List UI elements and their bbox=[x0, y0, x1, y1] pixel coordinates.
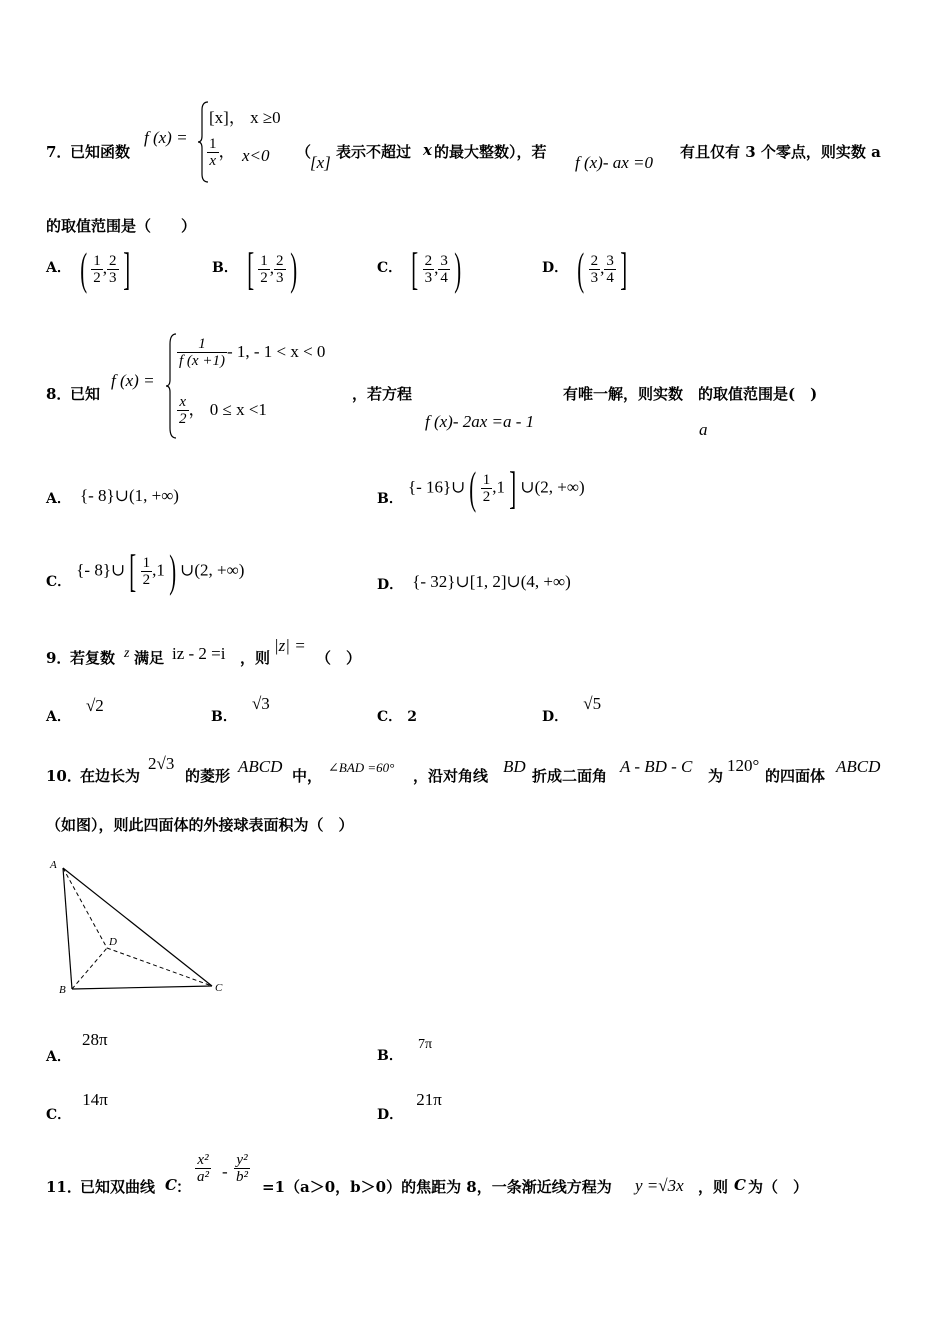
q9-equation: iz - 2 =i bbox=[172, 644, 226, 663]
q11-equation-rest: =1（a＞0，b＞0）的焦距为 8，一条渐近线方程为 bbox=[262, 1178, 612, 1196]
q9-prefix: 若复数 bbox=[70, 649, 116, 667]
q7-case-2-fraction: $\frac{1}{x}$ ， bbox=[209, 136, 236, 169]
q11-number: 11． bbox=[46, 1178, 82, 1196]
q8-option-b[interactable]: B． {- 16}∪( $\frac{1}{2}$ ,1] ∪(2, +∞) bbox=[377, 462, 585, 513]
q7-option-b[interactable]: B． [ $\frac{1}{2}$ , $\frac{2}{3}$ ) bbox=[212, 243, 297, 294]
q7-note-bracket: [x] bbox=[310, 153, 331, 172]
q8-number: 8． bbox=[46, 385, 72, 403]
q7-option-a[interactable]: A． ( $\frac{1}{2}$ , $\frac{2}{3}$ ] bbox=[46, 243, 130, 294]
q10-number: 10． bbox=[46, 767, 82, 785]
q10-option-b[interactable]: B． 7π bbox=[377, 1037, 433, 1064]
q7-note-var: x bbox=[423, 141, 432, 159]
q11-fraction-x: $\frac{\text{x²}}{\text{a²}}$ bbox=[197, 1152, 209, 1185]
q10-tetrahedron-figure bbox=[45, 852, 235, 1000]
q7-case-2-cond: x<0 bbox=[242, 146, 270, 165]
q10-side-length: 2√3 bbox=[148, 754, 175, 773]
figure-label-b: B bbox=[59, 984, 66, 996]
q10-text-4: ，沿对角线 bbox=[413, 767, 489, 785]
q8-option-c[interactable]: C． {- 8}∪[ $\frac{1}{2}$ ,1) ∪(2, +∞) bbox=[46, 545, 245, 596]
q10-text-2: 的菱形 bbox=[185, 767, 231, 785]
q10-abcd-2: ABCD bbox=[836, 757, 881, 776]
q11-asymptote: y =√3x bbox=[635, 1176, 684, 1195]
q8-prefix: 已知 bbox=[70, 385, 101, 403]
q8-case-2: $\frac{x}{2}$ ， 0 ≤ x <1 bbox=[179, 394, 267, 427]
q7-equation: f (x)- ax =0 bbox=[575, 153, 654, 172]
q10-option-d[interactable]: D． 21π bbox=[377, 1090, 442, 1123]
q7-note-text: 表示不超过 bbox=[336, 143, 412, 161]
q7-case-1: [x]， x ≥0 bbox=[209, 108, 281, 127]
q9-option-b[interactable]: B． √3 bbox=[211, 694, 270, 725]
q8-case-1: $\frac{1}{f (x +1)}$ - 1, - 1 < x < 0 bbox=[179, 336, 326, 369]
q7-line-2: 的取值范围是（ ） bbox=[46, 217, 197, 235]
q7-function-name: f (x) = bbox=[144, 128, 188, 147]
q9-z: z bbox=[124, 646, 130, 661]
figure-label-c: C bbox=[215, 982, 223, 994]
q9-option-d[interactable]: D． √5 bbox=[542, 694, 602, 725]
q7-prefix: 已知函数 bbox=[70, 143, 131, 161]
q9-mid2: ，则 bbox=[240, 649, 271, 667]
q10-text-3: 中， bbox=[292, 767, 323, 785]
q11-minus: - bbox=[222, 1162, 228, 1181]
q9-suffix: （ ） bbox=[316, 649, 362, 667]
q9-number: 9． bbox=[46, 649, 72, 667]
q11-fraction-y: $\frac{\text{y²}}{\text{b²}}$ bbox=[236, 1152, 248, 1185]
q11-text-3: 为（ ） bbox=[748, 1178, 809, 1196]
q11-c-2: C bbox=[734, 1176, 746, 1194]
q10-text-7: 的四面体 bbox=[765, 767, 826, 785]
q10-angle: ∠BAD =60° bbox=[328, 760, 395, 775]
q7-option-c[interactable]: C． [ $\frac{2}{3}$ , $\frac{3}{4}$ ) bbox=[377, 243, 461, 294]
q9-abs-z: |z| = bbox=[274, 636, 306, 655]
q10-line-2: （如图），则此四面体的外接球表面积为（ ） bbox=[46, 816, 354, 834]
q8-var-a: a bbox=[699, 420, 708, 439]
q9-mid: 满足 bbox=[134, 649, 165, 667]
q8-option-a[interactable]: A． {- 8}∪(1, +∞) bbox=[46, 486, 179, 507]
q7-note-rest: 的最大整数），若 bbox=[434, 143, 547, 161]
q7-suffix: 有且仅有 3 个零点，则实数 a bbox=[680, 143, 881, 161]
q10-bd: BD bbox=[503, 757, 526, 776]
q7-note-open: （ bbox=[296, 143, 312, 161]
q8-option-d[interactable]: D． {- 32}∪[1, 2]∪(4, +∞) bbox=[377, 572, 571, 593]
q7-option-d[interactable]: D． ( $\frac{2}{3}$ , $\frac{3}{4}$ ] bbox=[542, 243, 627, 294]
figure-label-a: A bbox=[50, 859, 57, 871]
q11-text-1: 已知双曲线 bbox=[80, 1178, 156, 1196]
q8-function-name: f (x) = bbox=[111, 371, 155, 390]
q11-text-2: ，则 bbox=[698, 1178, 729, 1196]
q9-option-a[interactable]: A． √2 bbox=[46, 696, 104, 725]
q8-equation: f (x)- 2ax =a - 1 bbox=[425, 412, 535, 431]
q10-text-1: 在边长为 bbox=[80, 767, 141, 785]
q8-suffix: 有唯一解，则实数 的取值范围是( ) bbox=[563, 385, 818, 403]
q7-number: 7． bbox=[46, 143, 72, 161]
q10-option-c[interactable]: C． 14π bbox=[46, 1090, 108, 1123]
q10-dihedral: A - BD - C bbox=[620, 757, 693, 776]
q9-option-c[interactable]: C． 2 bbox=[377, 709, 417, 725]
q11-c: C bbox=[165, 1176, 177, 1194]
q10-abcd: ABCD bbox=[238, 757, 283, 776]
q10-degree: 120° bbox=[727, 756, 760, 775]
q10-text-5: 折成二面角 bbox=[532, 767, 608, 785]
q11-colon: ： bbox=[176, 1178, 192, 1196]
q8-mid: ，若方程 bbox=[352, 385, 413, 403]
q10-text-6: 为 bbox=[708, 767, 724, 785]
q10-option-a[interactable]: A． 28π bbox=[46, 1030, 108, 1065]
figure-label-d: D bbox=[109, 936, 117, 948]
